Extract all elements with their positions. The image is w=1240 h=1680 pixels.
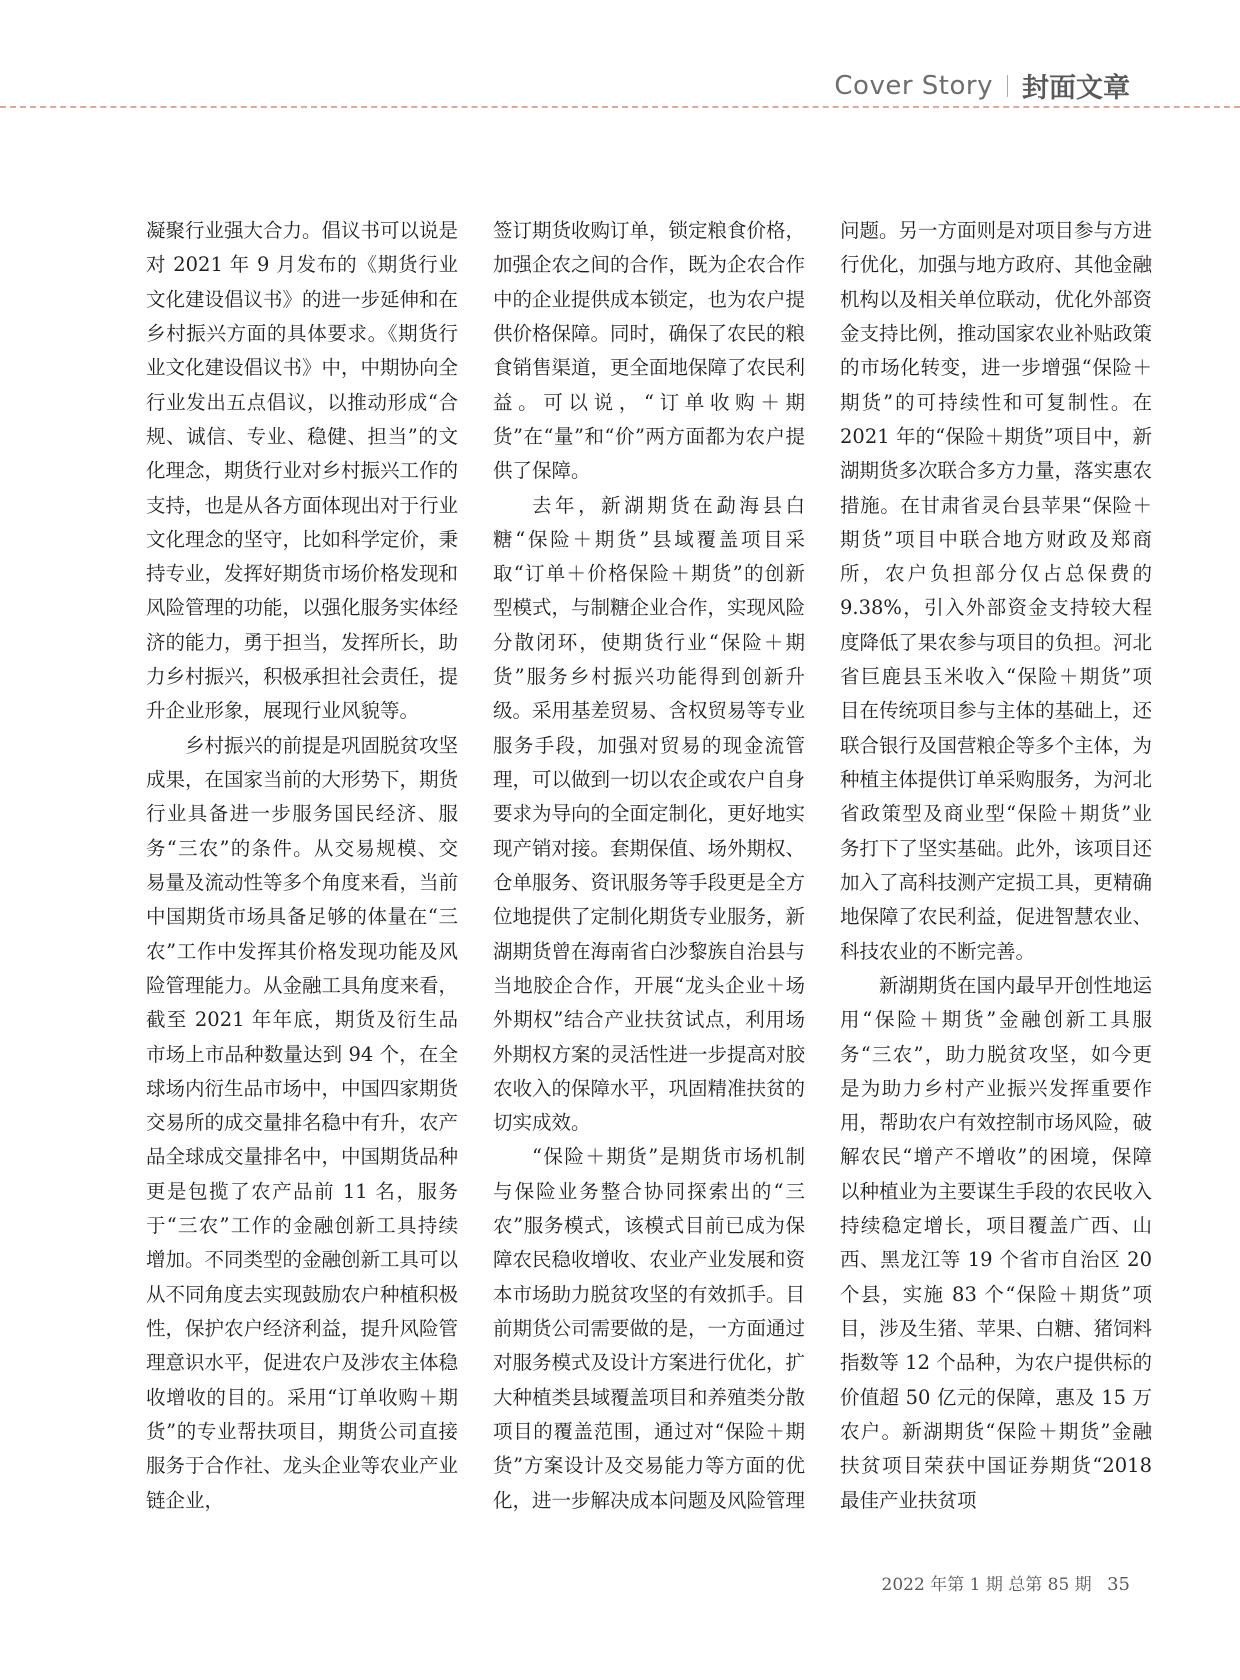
header-divider <box>1007 75 1008 97</box>
header-dashed-rule <box>0 106 1240 108</box>
issue-info: 2022 年第 1 期 总第 85 期 <box>881 1575 1092 1595</box>
text-column-3 <box>840 214 1152 1518</box>
text-column-1 <box>146 214 458 1518</box>
page-number: 35 <box>1107 1574 1130 1595</box>
paragraph: 新湖期货在国内最早开创性地运用“保险＋期货”金融创新工具服务“三农”，助力脱贫攻坚，如今更是为助力乡村产业振兴发挥重要作用，帮助农户有效控制市场风险，破解农民“增产不增收”的困境，保障以种植业为主要谋生手段的农民收入持续稳定增长，项目覆盖广西、山西、黑龙江等 19 个省市自治区 20 个县，实施 83 个“保险＋期货”项目，涉及生猪、苹果、白糖、猪饲料指数等 12 个品种，为农户提供标的价值超 50 亿元的保障，惠及 15 万农户。新湖期货“保险＋期货”金融扶贫项目荣获中国证券期货“2018 最佳产业扶贫项 <box>840 973 1153 1512</box>
paragraph: 签订期货收购订单，锁定粮食价格，加强企农之间的合作，既为企农合作中的企业提供成本锁定，也为农户提供价格保障。同时，确保了农民的粮食销售渠道，更全面地保障了农民利益。可以说，“订单收购＋期货”在“量”和“价”两方面都为农户提供了保障。 <box>493 219 806 483</box>
paragraph: 乡村振兴的前提是巩固脱贫攻坚成果，在国家当前的大形势下，期货行业具备进一步服务国民经济、服务“三农”的条件。从交易规模、交易量及流动性等多个角度来看，当前中国期货市场具备足够的体量在“三农”工作中发挥其价格发现功能及风险管理能力。从金融工具角度来看，截至 2021 年年底，期货及衍生品市场上市品种数量达到 94 个，在全球场内衍生品市场中，中国四家期货交易所的成交量排名稳中有升，农产品全球成交量排名中，中国期货品种更是包揽了农产品前 11 名，服务于“三农”工作的金融创新工具持续增加。不同类型的金融创新工具可以从不同角度去实现鼓励农户种植积极性，保护农户经济利益，提升风险管理意识水平，促进农户及涉农主体稳收增收的目的。采用“订单收购＋期货”的专业帮扶项目，期货公司直接服务于合作社、龙头企业等农业产业链企业， <box>146 733 459 1512</box>
section-title-zh: 封面文章 <box>1022 73 1130 104</box>
page-footer <box>882 1570 1130 1595</box>
paragraph: 问题。另一方面则是对项目参与方进行优化，加强与地方政府、其他金融机构以及相关单位联动，优化外部资金支持比例，推动国家农业补贴政策的市场化转变，进一步增强“保险＋期货”的可持续性和可复制性。在 2021 年的“保险＋期货”项目中，新湖期货多次联合多方力量，落实惠农措施。在甘肃省灵台县苹果“保险＋期货”项目中联合地方财政及郑商所，农户负担部分仅占总保费的 9.38%，引入外部资金支持较大程度降低了果农参与项目的负担。河北省巨鹿县玉米收入“保险＋期货”项目在传统项目参与主体的基础上，还联合银行及国营粮企等多个主体，为种植主体提供订单采购服务，为河北省政策型及商业型“保险＋期货”业务打下了坚实基础。此外，该项目还加入了高科技测产定损工具，更精确地保障了农民利益，促进智慧农业、科技农业的不断完善。 <box>840 219 1153 963</box>
paragraph: 凝聚行业强大合力。倡议书可以说是对 2021 年 9 月发布的《期货行业文化建设倡议书》的进一步延伸和在乡村振兴方面的具体要求。《期货行业文化建设倡议书》中，中期协向全行业发出五点倡议，以推动形成“合规、诚信、专业、稳健、担当”的文化理念，期货行业对乡村振兴工作的支持，也是从各方面体现出对于行业文化理念的坚守，比如科学定价，秉持专业，发挥好期货市场价格发现和风险管理的功能，以强化服务实体经济的能力，勇于担当，发挥所长，助力乡村振兴，积极承担社会责任，提升企业形象，展现行业风貌等。 <box>146 219 459 723</box>
text-column-2 <box>493 214 805 1518</box>
section-title-en: Cover Story <box>834 70 993 101</box>
section-header <box>834 66 1130 105</box>
paragraph: “保险＋期货”是期货市场机制与保险业务整合协同探索出的“三农”服务模式，该模式目前已成为保障农民稳收增收、农业产业发展和资本市场助力脱贫攻坚的有效抓手。目前期货公司需要做的是，一方面通过对服务模式及设计方案进行优化，扩大种植类县域覆盖项目和养殖类分散项目的覆盖范围，通过对“保险＋期货”方案设计及交易能力等方面的优化，进一步解决成本问题及风险管理 <box>493 1145 806 1512</box>
paragraph: 去年，新湖期货在勐海县白糖“保险＋期货”县域覆盖项目采取“订单＋价格保险＋期货”的创新型模式，与制糖企业合作，实现风险分散闭环，使期货行业“保险＋期货”服务乡村振兴功能得到创新升级。采用基差贸易、含权贸易等专业服务手段，加强对贸易的现金流管理，可以做到一切以农企或农户自身要求为导向的全面定制化，更好地实现产销对接。套期保值、场外期权、仓单服务、资讯服务等手段更是全方位地提供了定制化期货专业服务，新湖期货曾在海南省白沙黎族自治县与当地胶企合作，开展“龙头企业＋场外期权”结合产业扶贫试点，利用场外期权方案的灵活性进一步提高对胶农收入的保障水平，巩固精准扶贫的切实成效。 <box>493 493 806 1135</box>
